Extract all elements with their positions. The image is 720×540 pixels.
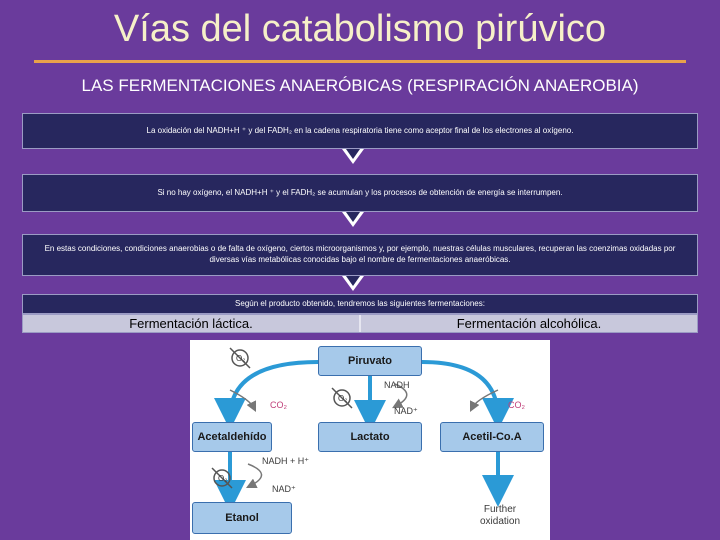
step-text-1: La oxidación del NADH+H ⁺ y del FADH₂ en la cadena respiratoria tiene como aceptor final de los electrones al oxígeno.: [146, 125, 574, 135]
pyruvate-pathway-diagram: [190, 340, 550, 540]
step-box-1: [22, 113, 698, 149]
step-text-2: Si no hay oxígeno, el NADH+H ⁺ y el FADH₂ se acumulan y los procesos de obtención de energía se interrumpen.: [157, 187, 563, 197]
further-label: Further: [483, 504, 517, 515]
node-acetil-coa: Acetil-Co.A: [440, 422, 544, 452]
fermentation-types-row: [22, 314, 698, 333]
slide-subtitle: LAS FERMENTACIONES ANAERÓBICAS (RESPIRACIÓN ANAEROBIA): [81, 76, 639, 95]
nad-plus-label: NAD⁺: [394, 406, 418, 416]
node-lactato: Lactato: [318, 422, 422, 452]
node-piruvato: Piruvato: [318, 346, 422, 376]
down-arrow-inner: [346, 212, 360, 222]
co2-label-left: CO₂: [270, 400, 287, 410]
step-box-3: [22, 234, 698, 276]
title-divider: [34, 60, 686, 63]
down-arrow-inner: [346, 149, 360, 159]
fermentation-lactic: Fermentación láctica.: [129, 316, 253, 331]
fermentation-alcoholic: Fermentación alcohólica.: [359, 315, 697, 332]
o2-label: O₂: [338, 394, 348, 403]
oxidation-label: oxidation: [479, 516, 521, 527]
co2-label-right: CO₂: [508, 400, 525, 410]
slide-title: Vías del catabolismo pirúvico: [113, 8, 607, 50]
step-box-2: [22, 174, 698, 212]
nadh-h-label: NADH + H⁺: [262, 456, 310, 466]
nadh-label: NADH: [384, 380, 410, 390]
step-box-4: [22, 294, 698, 314]
o2-label: O₂: [236, 354, 246, 363]
node-etanol: Etanol: [192, 502, 292, 534]
step-text-3: En estas condiciones, condiciones anaerobias o de falta de oxígeno, ciertos microorganismos y, por ejemplo, nuestras células musculares, recuperan las coenzimas oxidadas por diversas vías metabólicas conocidas bajo el nombre de fermentaciones anaeróbicas.: [44, 244, 676, 264]
down-arrow-inner: [346, 276, 360, 286]
o2-label: O₂: [218, 474, 228, 483]
step-text-4: Según el producto obtenido, tendremos las siguientes fermentaciones:: [235, 298, 485, 308]
nad-plus-label: NAD⁺: [272, 484, 296, 494]
node-acetaldehido: Acetaldehído: [192, 422, 272, 452]
